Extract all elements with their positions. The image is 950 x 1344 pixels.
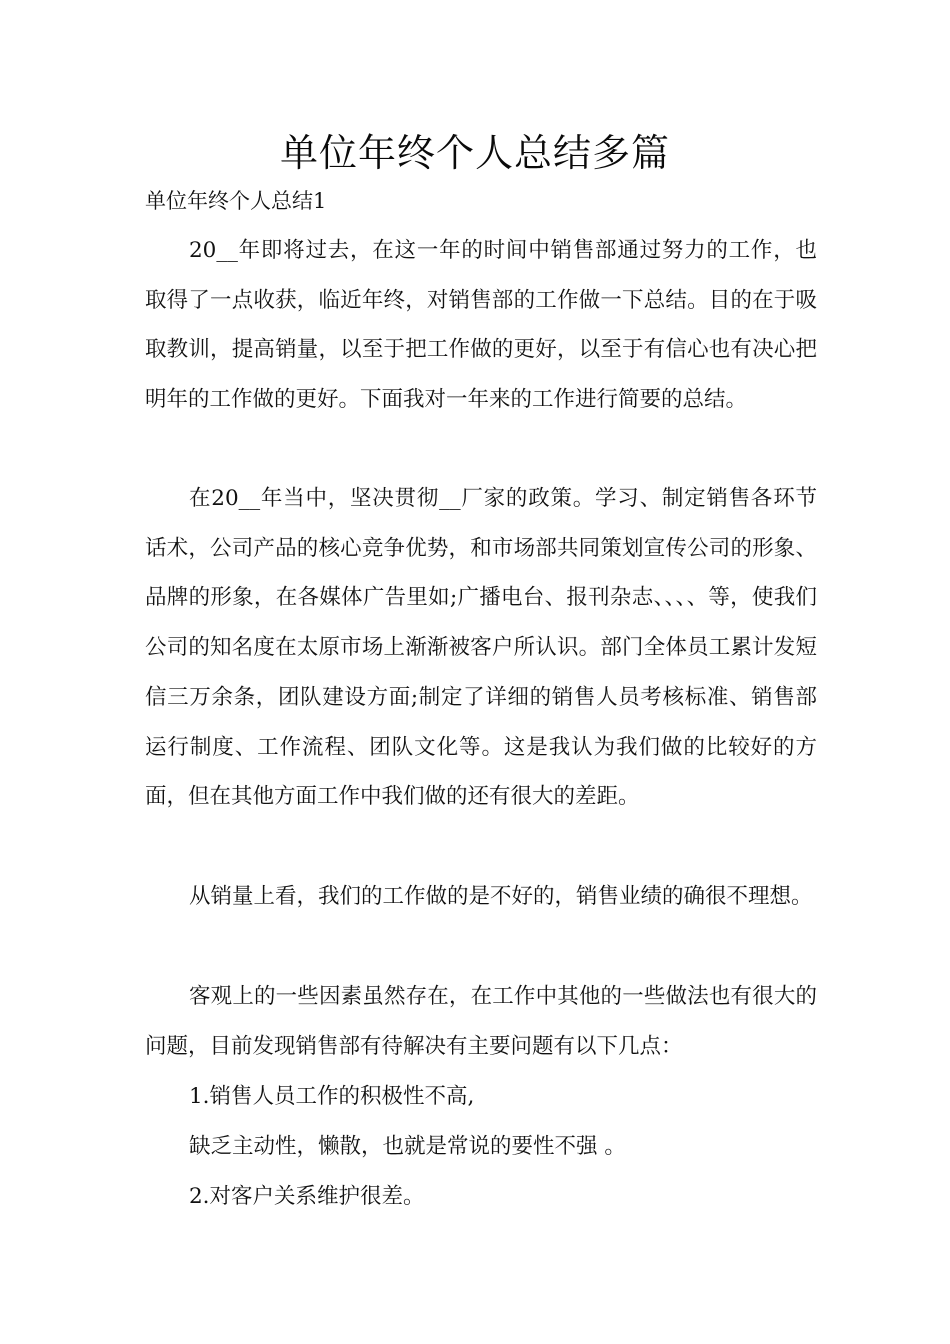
paragraph-4: 客观上的一些因素虽然存在，在工作中其他的一些做法也有很大的问题，目前发现销售部有待解决有主要问题有以下几点： — [145, 984, 817, 1059]
list-item-2: 2.对客户关系维护很差。 — [189, 1184, 425, 1209]
paragraph-1: 20__年即将过去，在这一年的时间中销售部通过努力的工作，也取得了一点收获，临近年终，对销售部的工作做一下总结。目的在于吸取教训，提高销量，以至于把工作做的更好，以至于有信心也有决心把明年的工作做的更好。下面我对一年来的工作进行简要的总结。 — [145, 238, 817, 413]
paragraph-2: 在20__年当中，坚决贯彻__厂家的政策。学习、制定销售各环节话术，公司产品的核心竞争优势，和市场部共同策划宣传公司的形象、品牌的形象，在各媒体广告里如;广播电台、报刊杂志、、、、等，使我们公司的知名度在太原市场上渐渐被客户所认识。部门全体员工累计发短信三万余条，团队建设方面;制定了详细的销售人员考核标准、销售部运行制度、工作流程、团队文化等。这是我认为我们做的比较好的方面，但在其他方面工作中我们做的还有很大的差距。 — [145, 486, 817, 810]
document-title: 单位年终个人总结多篇 — [279, 131, 670, 175]
list-item-1-detail: 缺乏主动性，懒散，也就是常说的要性不强 。 — [189, 1134, 626, 1159]
section-heading: 单位年终个人总结1 — [145, 189, 327, 213]
paragraph-3: 从销量上看，我们的工作做的是不好的，销售业绩的确很不理想。 — [189, 884, 813, 909]
list-item-1: 1.销售人员工作的积极性不高, — [189, 1084, 475, 1109]
